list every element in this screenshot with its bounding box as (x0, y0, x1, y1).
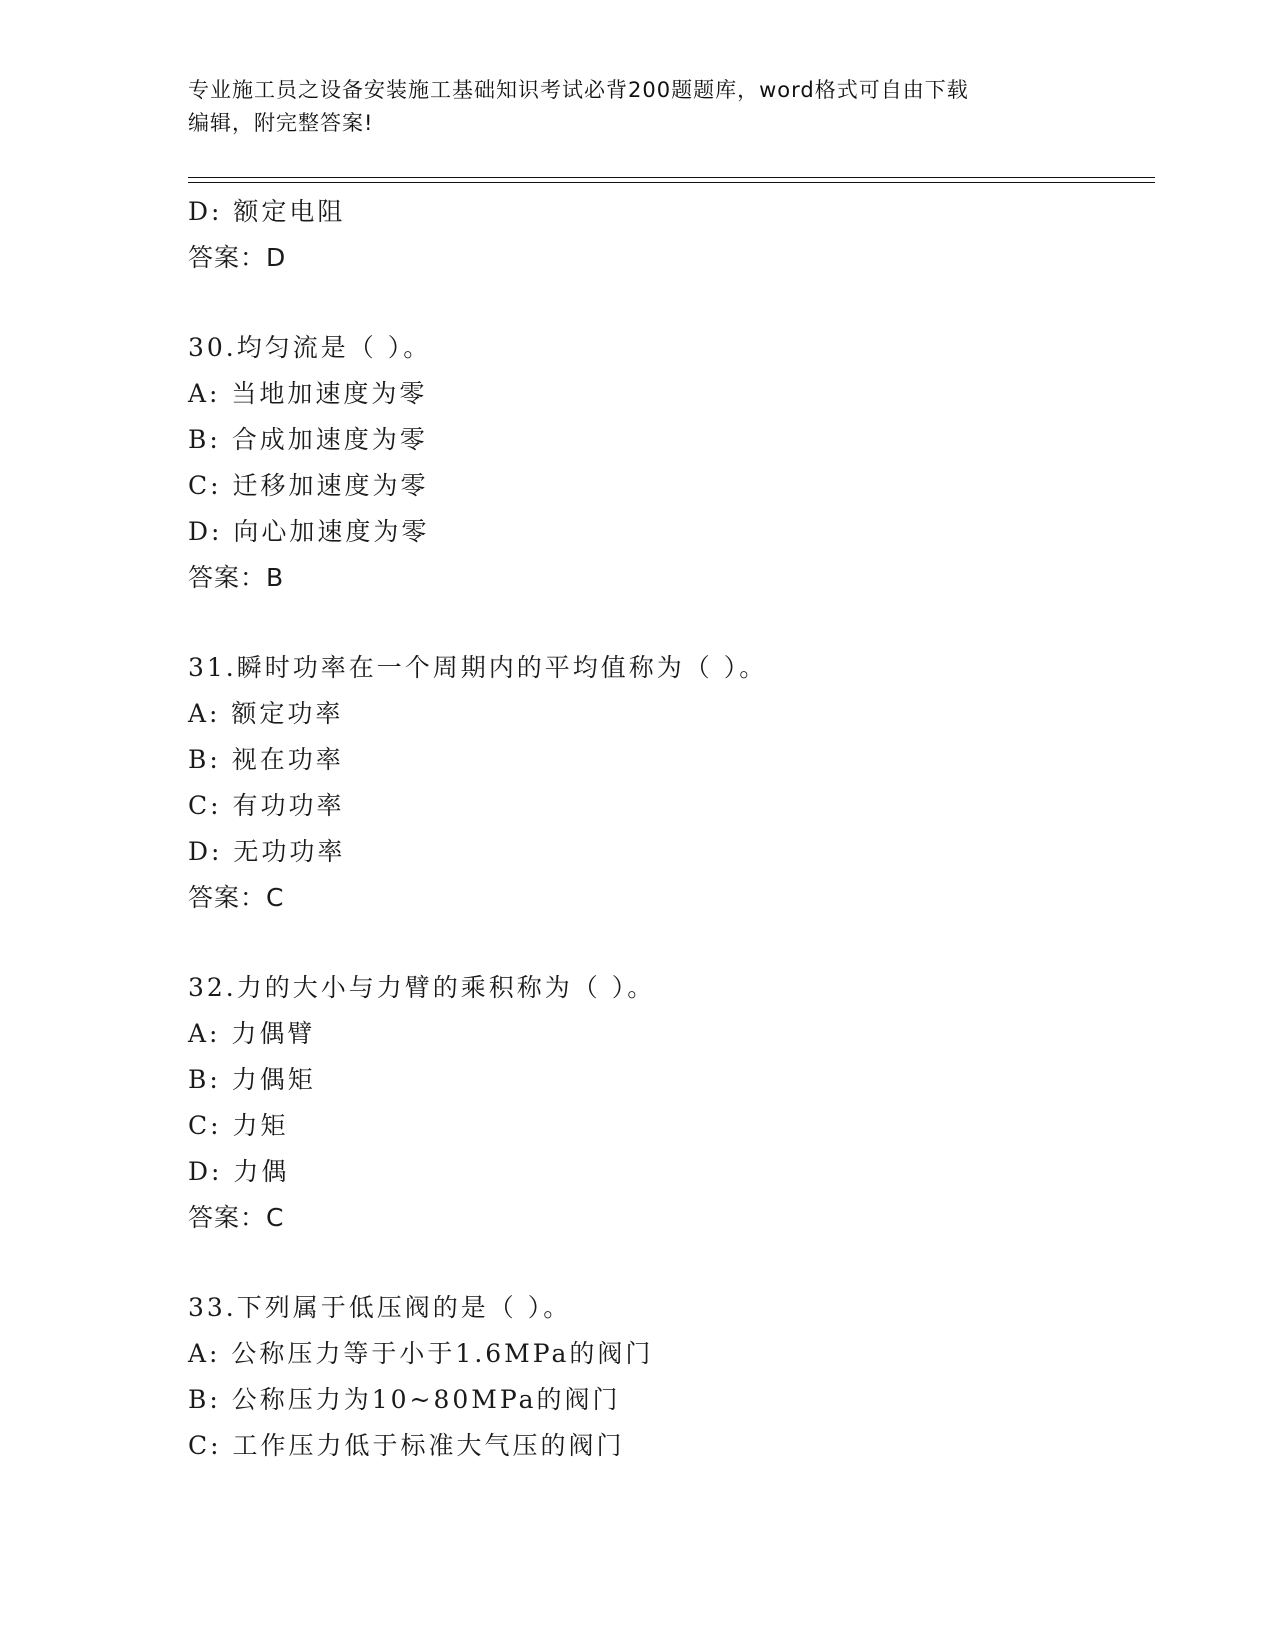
option-b: B: 视在功率 (188, 745, 344, 774)
option-c: C: 力矩 (188, 1111, 289, 1140)
spacer (188, 1241, 1148, 1285)
option-b: B: 公称压力为10~80MPa的阀门 (188, 1385, 621, 1414)
question-31 (188, 645, 1148, 921)
carryover-option-d: D: 额定电阻 (188, 197, 346, 226)
option-a: A: 额定功率 (188, 699, 344, 728)
question-stem: 32.力的大小与力臂的乘积称为（ ）。 (188, 973, 656, 1002)
question-30 (188, 325, 1148, 601)
option-d: D: 向心加速度为零 (188, 517, 430, 546)
option-a: A: 当地加速度为零 (188, 379, 428, 408)
header-divider-bottom (188, 182, 1155, 183)
header-title-line-2: 编辑，附完整答案! (188, 111, 374, 135)
question-stem: 31.瞬时功率在一个周期内的平均值称为（ ）。 (188, 653, 768, 682)
header-title-line-1: 专业施工员之设备安装施工基础知识考试必背200题题库，word格式可自由下载 (188, 78, 969, 102)
option-b: B: 力偶矩 (188, 1065, 316, 1094)
answer: 答案：C (188, 1203, 285, 1232)
question-33 (188, 1285, 1148, 1469)
option-b: B: 合成加速度为零 (188, 425, 428, 454)
option-c: C: 有功功率 (188, 791, 345, 820)
carryover-answer: 答案：D (188, 243, 287, 272)
spacer (188, 281, 1148, 325)
option-c: C: 迁移加速度为零 (188, 471, 429, 500)
option-d: D: 力偶 (188, 1157, 290, 1186)
question-list (188, 189, 1148, 1469)
question-stem: 33.下列属于低压阀的是（ ）。 (188, 1293, 572, 1322)
spacer (188, 921, 1148, 965)
answer: 答案：C (188, 883, 285, 912)
header-divider-top (188, 177, 1155, 178)
option-c: C: 工作压力低于标准大气压的阀门 (188, 1431, 625, 1460)
option-a: A: 力偶臂 (188, 1019, 316, 1048)
question-stem: 30.均匀流是（ ）。 (188, 333, 432, 362)
document-header (188, 74, 1088, 140)
answer: 答案：B (188, 563, 285, 592)
option-d: D: 无功功率 (188, 837, 346, 866)
option-a: A: 公称压力等于小于1.6MPa的阀门 (188, 1339, 654, 1368)
question-32 (188, 965, 1148, 1241)
spacer (188, 601, 1148, 645)
